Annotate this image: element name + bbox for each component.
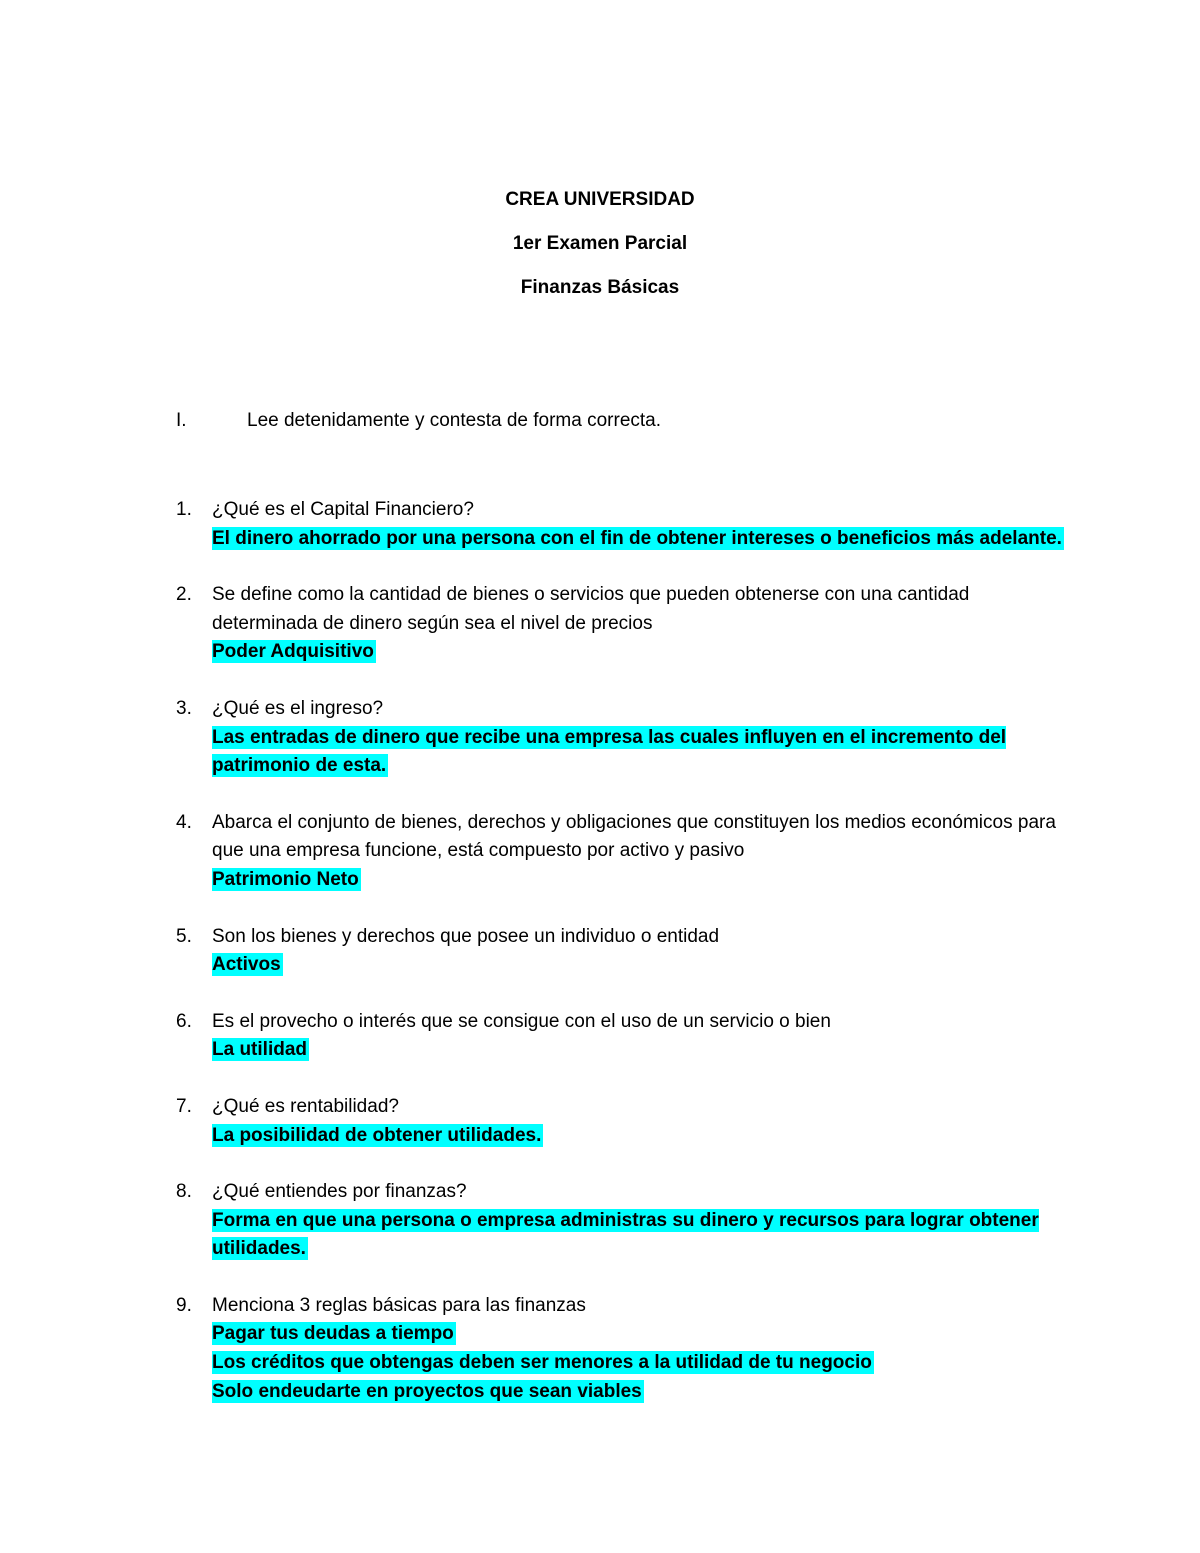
exam-title: 1er Examen Parcial [512, 233, 688, 254]
highlighted-answer-text: Pagar tus deudas a tiempo [212, 1323, 454, 1345]
answer [212, 525, 1076, 554]
question-number: 9. [176, 1294, 192, 1316]
question-list [176, 496, 1076, 1434]
question-text: Se define como la cantidad de bienes o servicios que pueden obtenerse con una cantidad determinada de dinero según sea el nivel de precios [212, 584, 970, 634]
instruction-text: Lee detenidamente y contesta de forma correcta. [247, 410, 662, 431]
highlighted-answer-text: Forma en que una persona o empresa administras su dinero y recursos para lograr obtener utilidades. [212, 1209, 1039, 1260]
subject-title: Finanzas Básicas [520, 277, 680, 298]
highlighted-answer-text: La utilidad [212, 1039, 307, 1061]
answer [212, 1207, 1076, 1264]
question-number: 6. [176, 1010, 192, 1032]
question-item [176, 809, 1076, 895]
question-number: 4. [176, 811, 192, 833]
highlighted-answer-text: Patrimonio Neto [212, 868, 359, 890]
question-number: 3. [176, 697, 192, 719]
question-number: 5. [176, 925, 192, 947]
question-number: 1. [176, 499, 192, 520]
answer [212, 1378, 1076, 1407]
question-item [176, 581, 1076, 667]
question-text: ¿Qué es el Capital Financiero? [212, 499, 474, 520]
question-item [176, 1292, 1076, 1406]
highlighted-answer-text: Los créditos que obtengas deben ser menores a la utilidad de tu negocio [212, 1352, 872, 1374]
question-text: ¿Qué entiendes por finanzas? [212, 1181, 467, 1203]
question-text: Abarca el conjunto de bienes, derechos y obligaciones que constituyen los medios económicos para que una empresa funcione, está compuesto por activo y pasivo [212, 811, 1056, 862]
answer [212, 1036, 1076, 1065]
answer [212, 1349, 1076, 1378]
question-text: ¿Qué es rentabilidad? [212, 1095, 399, 1117]
question-item [176, 695, 1076, 781]
question-item [176, 1008, 1076, 1065]
highlighted-answer-text: Solo endeudarte en proyectos que sean viables [212, 1380, 642, 1402]
question-number: 2. [176, 584, 192, 606]
highlighted-answer-text: Poder Adquisitivo [212, 641, 374, 663]
answer [212, 1122, 1076, 1151]
question-item [176, 923, 1076, 980]
answer [212, 638, 1076, 667]
highlighted-answer-text: Activos [212, 954, 281, 976]
question-item [176, 496, 1076, 553]
question-item [176, 1093, 1076, 1150]
highlighted-answer-text: La posibilidad de obtener utilidades. [212, 1124, 542, 1146]
answer [212, 951, 1076, 980]
question-text: ¿Qué es el ingreso? [212, 697, 384, 719]
highlighted-answer-text: El dinero ahorrado por una persona con el fin de obtener intereses o beneficios más adelante. [212, 527, 1062, 549]
answer [212, 724, 1076, 781]
institution-title: CREA UNIVERSIDAD [505, 189, 695, 210]
highlighted-answer-text: Las entradas de dinero que recibe una empresa las cuales influyen en el incremento del patrimonio de esta. [212, 726, 1007, 777]
question-text: Es el provecho o interés que se consigue con el uso de un servicio o bien [212, 1010, 831, 1032]
answer [212, 866, 1076, 895]
answer [212, 1320, 1076, 1349]
section-numeral: I. [176, 410, 187, 431]
question-text: Son los bienes y derechos que posee un individuo o entidad [212, 925, 720, 947]
section-instruction [176, 409, 661, 433]
question-number: 7. [176, 1095, 192, 1117]
question-number: 8. [176, 1181, 192, 1203]
question-text: Menciona 3 reglas básicas para las finanzas [212, 1294, 586, 1316]
question-item [176, 1178, 1076, 1264]
